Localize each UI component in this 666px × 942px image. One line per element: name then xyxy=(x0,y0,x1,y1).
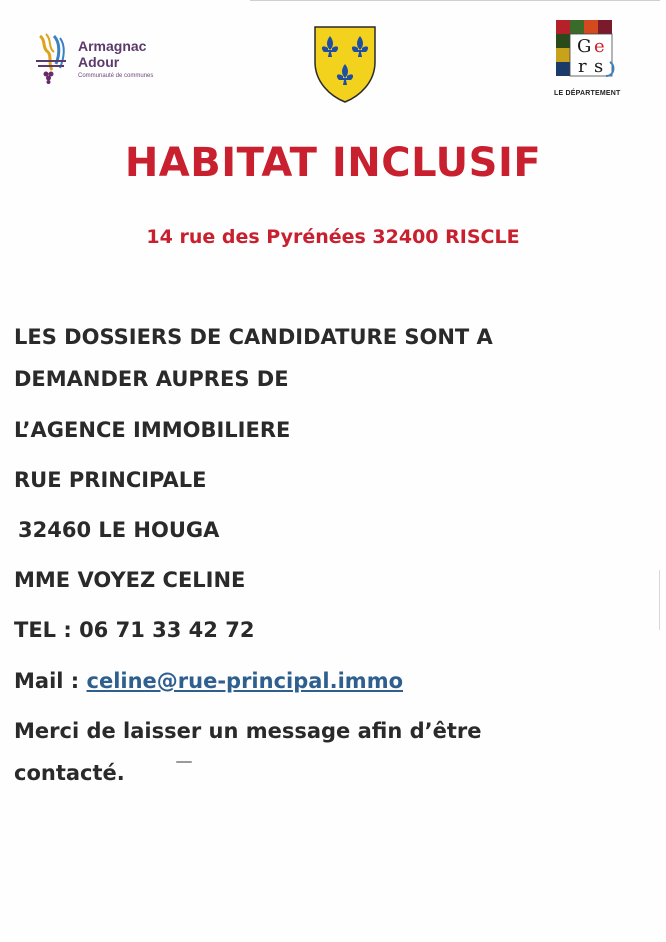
gers-emblem-icon xyxy=(554,18,616,88)
message-line-2: contacté. xyxy=(14,761,125,785)
armagnac-adour-logo xyxy=(30,26,170,88)
contact-phone: TEL : 06 71 33 42 72 xyxy=(14,618,255,642)
agency-name: L’AGENCE IMMOBILIERE xyxy=(14,418,291,442)
mail-label: Mail : xyxy=(14,669,87,693)
scan-smudge xyxy=(176,761,192,763)
scan-edge-line xyxy=(250,0,660,1)
gers-departement-logo xyxy=(554,18,621,102)
fleur-de-lis-shield-icon xyxy=(312,24,378,104)
gers-letter-r: r xyxy=(578,56,587,77)
gers-letter-g: G xyxy=(577,36,592,57)
body-line-1: LES DOSSIERS DE CANDIDATURE SONT A xyxy=(14,325,493,349)
gers-letter-e: e xyxy=(594,36,605,57)
gers-caption: LE DÉPARTEMENT xyxy=(554,90,621,97)
scan-edge-mark xyxy=(659,570,660,630)
contact-name: MME VOYEZ CELINE xyxy=(14,568,246,592)
logo-subtitle: Communauté de communes xyxy=(78,73,154,79)
page-title: HABITAT INCLUSIF xyxy=(124,140,542,186)
body-line-2: DEMANDER AUPRES DE xyxy=(14,367,289,391)
gers-letter-s: s xyxy=(594,56,604,77)
agency-postcode-city: 32460 LE HOUGA xyxy=(18,518,220,542)
armagnac-adour-emblem-icon xyxy=(30,30,70,86)
mail-link[interactable]: celine@rue-principal.immo xyxy=(86,669,403,693)
contact-mail-row xyxy=(14,668,403,694)
message-line-1: Merci de laisser un message afin d’être xyxy=(14,719,482,743)
logo-name-line2: Adour xyxy=(78,54,120,70)
habitat-address: 14 rue des Pyrénées 32400 RISCLE xyxy=(146,226,520,248)
agency-street: RUE PRINCIPALE xyxy=(14,468,207,492)
logo-name-line1: Armagnac xyxy=(78,38,147,54)
